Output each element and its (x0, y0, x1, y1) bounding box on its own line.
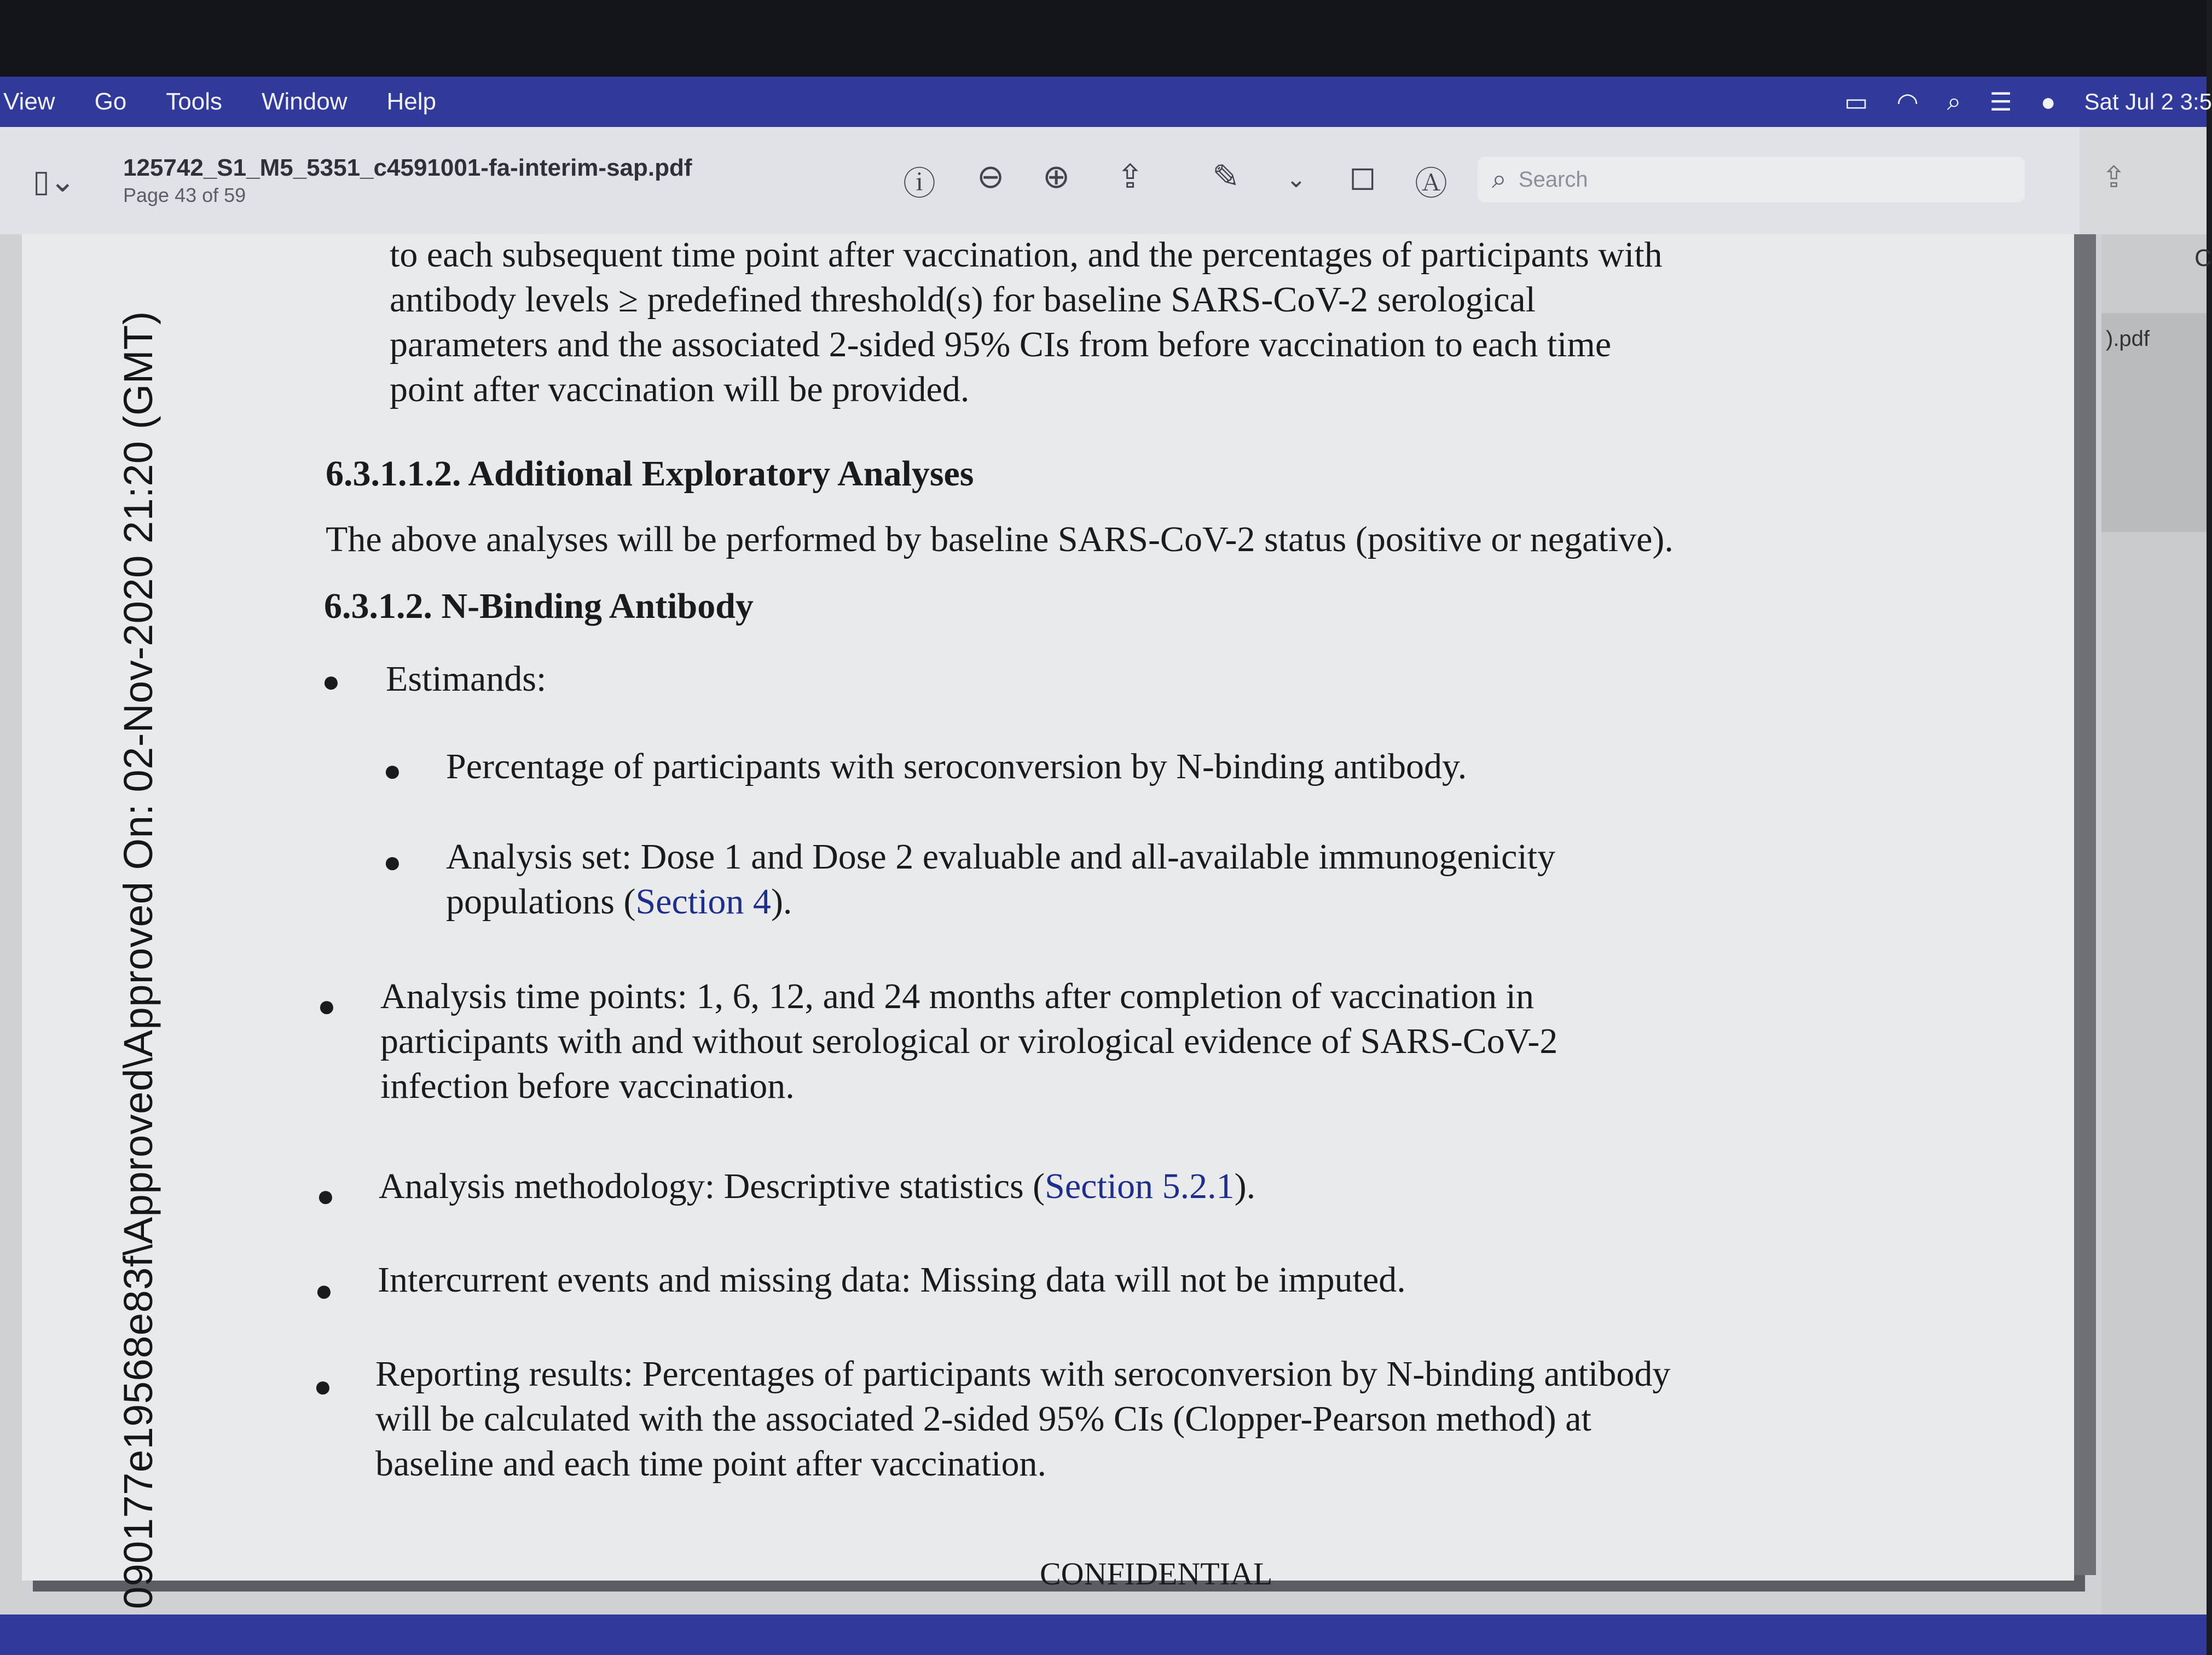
bullet-marker: ● (315, 1273, 333, 1307)
zoom-out-icon[interactable]: ⊖ (977, 158, 1005, 195)
menu-window[interactable]: Window (262, 88, 348, 115)
desktop-bottom-edge (0, 1615, 2207, 1655)
analysis-set-prefix: populations ( (446, 882, 636, 922)
background-window-toolbar (2080, 127, 2207, 234)
markup-pen-icon[interactable]: ✎ (1212, 158, 1240, 195)
menu-view[interactable]: View (3, 88, 55, 115)
intro-line: antibody levels ≥ predefined threshold(s) for baseline SARS-CoV-2 serological (390, 280, 1536, 320)
battery-icon[interactable]: ▭ (1844, 88, 1868, 116)
approval-watermark: 090177e19568e83f\Approved\Approved On: 02-Nov-2020 21:20 (GMT) (115, 311, 161, 1609)
bullet-methodology (379, 1164, 1255, 1209)
share-icon[interactable]: ⇪ (1116, 158, 1144, 195)
bullet-marker: ● (383, 753, 402, 788)
analysis-set-suffix: ). (771, 882, 792, 922)
menu-help[interactable]: Help (386, 88, 436, 115)
reporting-line: Reporting results: Percentages of participants with seroconversion by N-binding antibody (375, 1354, 1671, 1394)
scrollbar[interactable] (2074, 234, 2096, 1575)
document-title: 125742_S1_M5_5351_c4591001-fa-interim-sap.pdf (123, 154, 692, 181)
bullet-missing-data: Intercurrent events and missing data: Missing data will not be imputed. (378, 1260, 1406, 1300)
background-window-letter: C (2194, 245, 2212, 271)
preview-toolbar (0, 127, 2101, 235)
menu-tools[interactable]: Tools (166, 88, 222, 115)
reporting-line: will be calculated with the associated 2-sided 95% CIs (Clopper-Pearson method) at (375, 1399, 1591, 1439)
section-4-link[interactable]: Section 4 (635, 882, 771, 922)
markup-icon[interactable]: Ⓐ (1415, 165, 1447, 202)
intro-paragraph (390, 233, 1663, 412)
search-field[interactable] (1478, 157, 2025, 202)
analysis-set-line: Analysis set: Dose 1 and Dose 2 evaluable and all-available immunogenicity (446, 837, 1556, 877)
share-icon-background: ⇪ (2101, 161, 2127, 194)
estimands-label: Estimands: (386, 659, 547, 699)
time-points-line: Analysis time points: 1, 6, 12, and 24 months after completion of vaccination in (380, 976, 1534, 1016)
background-window (2101, 127, 2212, 1655)
menu-bar (0, 77, 2212, 127)
status-area (1844, 77, 2212, 127)
bullet-marker: ● (314, 1369, 332, 1403)
time-points-line: infection before vaccination. (380, 1066, 795, 1106)
section-heading-n-binding: 6.3.1.2. N-Binding Antibody (324, 586, 754, 626)
background-window-tab-label: ).pdf (2106, 327, 2150, 351)
intro-line: parameters and the associated 2-sided 95% CIs from before vaccination to each time (390, 325, 1612, 364)
methodology-prefix: Analysis methodology: Descriptive statistics ( (379, 1166, 1045, 1206)
siri-icon[interactable]: ● (2040, 88, 2056, 116)
page-footer-confidential: CONFIDENTIAL (1040, 1556, 1273, 1592)
wifi-icon[interactable]: ◠ (1896, 88, 1919, 116)
exploratory-paragraph: The above analyses will be performed by baseline SARS-CoV-2 status (positive or negative). (326, 519, 1674, 559)
bullet-marker: ● (316, 1178, 335, 1213)
intro-line: point after vaccination will be provided. (390, 369, 970, 409)
bullet-time-points (380, 974, 1557, 1109)
bullet-marker: ● (317, 988, 336, 1023)
info-icon[interactable]: ⓘ (903, 165, 936, 202)
estimand-seroconversion: Percentage of participants with seroconversion by N-binding antibody. (446, 747, 1467, 786)
bullet-marker: ● (383, 844, 402, 879)
control-center-icon[interactable]: ☰ (1989, 88, 2012, 116)
intro-line: to each subsequent time point after vaccination, and the percentages of participants with (390, 235, 1663, 275)
estimand-analysis-set (446, 835, 1555, 924)
analysis-set-line (446, 879, 1555, 924)
bullet-reporting-results (375, 1352, 1670, 1486)
search-icon[interactable]: ⌕ (1947, 87, 1961, 115)
zoom-in-icon[interactable]: ⊕ (1043, 158, 1070, 195)
screen-bezel (0, 0, 2207, 77)
methodology-suffix: ). (1234, 1166, 1256, 1206)
menu-clock[interactable]: Sat Jul 2 3:5 (2084, 89, 2212, 114)
section-5-2-1-link[interactable]: Section 5.2.1 (1045, 1166, 1235, 1206)
rotate-icon[interactable]: ◻ (1349, 158, 1376, 195)
sidebar-toggle-icon[interactable]: ▯⌄ (33, 164, 76, 198)
page-indicator: Page 43 of 59 (123, 184, 246, 206)
chevron-down-icon[interactable]: ⌄ (1286, 166, 1306, 193)
app-menu (3, 88, 476, 115)
search-field-icon: ⌕ (1492, 165, 1507, 194)
bullet-marker: ● (322, 664, 340, 698)
search-input[interactable] (1518, 167, 1958, 193)
time-points-line: participants with and without serological or virological evidence of SARS-CoV-2 (380, 1021, 1558, 1061)
reporting-line: baseline and each time point after vaccination. (375, 1444, 1046, 1484)
menu-go[interactable]: Go (94, 88, 127, 115)
section-heading-exploratory: 6.3.1.1.2. Additional Exploratory Analyses (326, 454, 974, 494)
